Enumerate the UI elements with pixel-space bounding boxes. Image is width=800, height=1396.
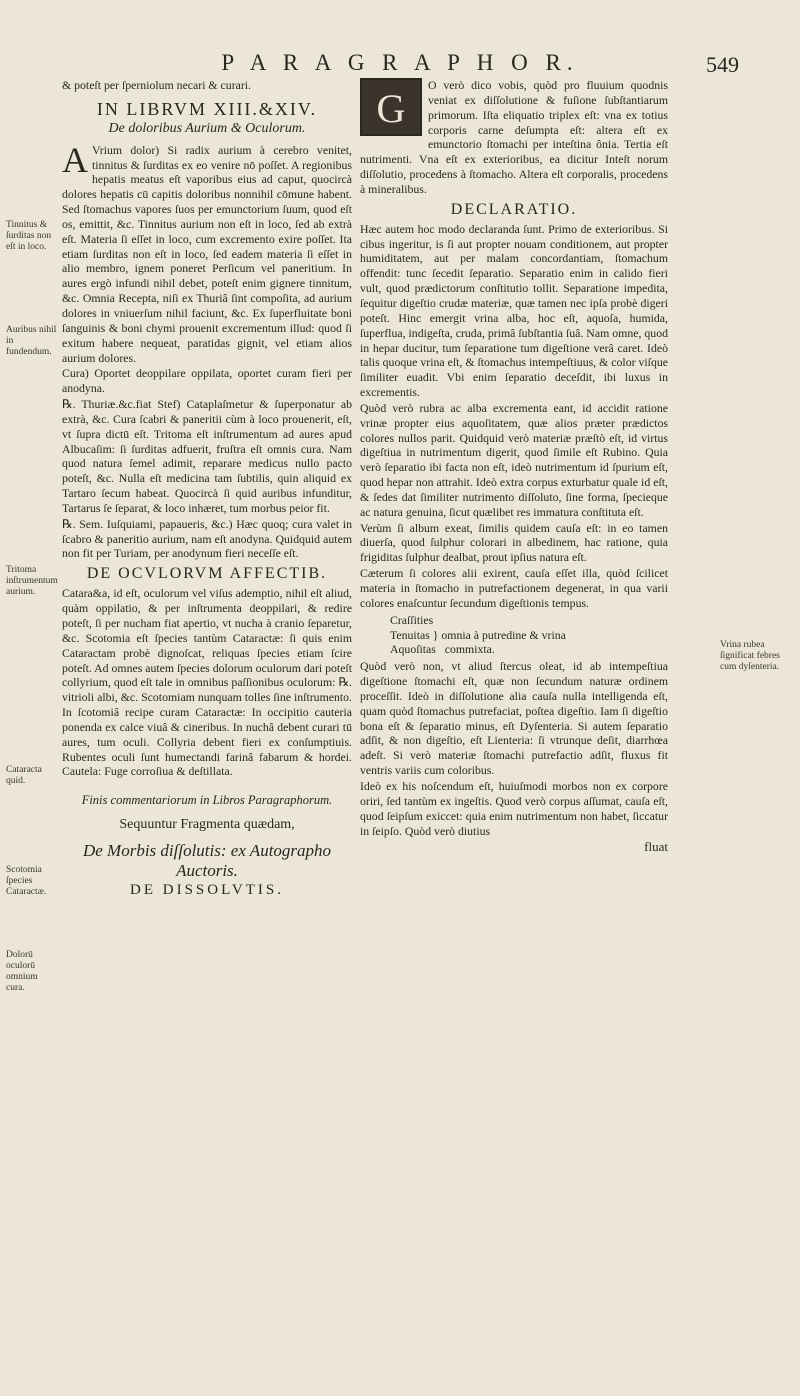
section-heading-oculorum: DE OCVLORVM AFFECTIB. bbox=[86, 565, 328, 583]
paragraph-thuriae: ℞. Thuriæ.&c.fiat Stef) Cataplaſmetur & ſuperponatur ab extrà, &c. Cura ſcabri & paneritii cùm à loco prouenerit, eſt, vt ſupra dictū eſt. Tritoma eſt inſtrumentum ad aures apud Albucaſim: ſi ſurditas adfuerit, fruſtra eſt omnis cura. Nam quod natura ſemel adimit, reparare medicus nullo pacto poteſt, &c. Nulla eſt medicina tam ſubtilis, quin aliquid ex Tartaro ſecum habeat. Quocircà ſi quid auribus infunditur, Tartarus ſe ſeparat, & loco inhæret, tum morbus peior fit. bbox=[62, 397, 352, 515]
margin-note-cataracta: Cataracta quid. bbox=[6, 765, 42, 786]
paragraph-album: Verùm ſi album exeat, ſimilis quidem cauſa eſt: in eo tamen diuerſa, quod ſulphur colorari in albedinem, hac ratione, quia frigiditas ſulphur dealbat, prout ipſius natura eſt. bbox=[360, 520, 668, 565]
paragraph-cura: Cura) Oportet deoppilare oppilata, oportet curam fieri per anodyna. bbox=[62, 366, 352, 396]
book-subheading: De doloribus Aurium & Oculorum. bbox=[108, 120, 306, 136]
book-heading: IN LIBRVM XIII.&XIV. bbox=[96, 98, 318, 119]
sequuntur-line: Sequuntur Fragmenta quædam, bbox=[119, 817, 295, 833]
running-title: P A R A G R A P H O R. bbox=[221, 50, 579, 75]
paragraph-rubra: Quòd verò rubra ac alba excrementa eant, id accidit ratione vrinæ propter eius aquoſitatem, quæ alios præter prædictos colores nullos parit. Quidquid verò materiæ præſtò eſt, id virtus digeſtiua in nutrimentum digerit, quod ſimile eſt Rubino. Quia verò ſeparatio ibi facta non eſt, ideò nutrimentum id ſpurium eſt, quod hepar non attrahit. Ideò extra corpus exturbatur quale id eſt, & ſedes dat ſimiliter nutrimento diſſoluto, ſine forma, ſpecieque ac natura genuina, ſicut quælibet res immatura conſtituta eſt. bbox=[360, 400, 668, 519]
paragraph-iusquiami: ℞. Sem. Iuſquiami, papaueris, &c.) Hæc quoq; cura valet in ſcabro & paneritio aurium, nam eſt anodyna. Quidquid autem non fit per Turiam, per anodynum fieri neceſſe eſt. bbox=[62, 516, 352, 561]
declaratio-heading: DECLARATIO. bbox=[450, 200, 578, 218]
paragraph-dissolutio bbox=[360, 78, 668, 197]
opening-line: & poteſt per ſperniolum necari & curari. bbox=[62, 78, 252, 92]
qualities-list bbox=[390, 613, 668, 658]
paragraph-colores: Cæterum ſi colores alii exirent, cauſa eſſet illa, quòd ſcilicet materia in ſtomacho in putrefactionem degenerat, in qua varii colores enaſcuntur ſecundum digeſtionis tempus. bbox=[360, 566, 668, 610]
paragraph-morbos: Ideò ex his noſcendum eſt, huiuſmodi morbos non ex corpore oriri, ſed tantùm ex ingeſtis. Quod verò corpus aſſumat, cauſa eſt, quod ſeipſum exiccet: quia enim nutrimentum non habet, ſiccatur in ſeipſo. Quòd verò diutius bbox=[360, 778, 668, 838]
ornamental-initial: G bbox=[360, 78, 422, 136]
margin-note-scotomia: Scotomia ſpecies Cataractæ. bbox=[6, 865, 47, 897]
paragraph-aurium bbox=[62, 139, 352, 366]
list-item: Tenuitas } omnia à putredine & vrina bbox=[390, 627, 566, 642]
left-column bbox=[62, 78, 352, 900]
paragraph-declaratio: Hæc autem hoc modo declaranda ſunt. Primo de exterioribus. Si cibus ingeritur, is ſi aut propter nouam conditionem, aut propter humiditatem, aut per malam concordantiam, ſtomachum offendit: tunc ſecedit ſeparatio. Separatio enim in calido fieri vult, quod prædictorum conſtitutio tollit. Separatione impedita, ſequitur digeſtio crudæ materiæ, quæ tamen nec ipſa probè digeri poteſt. Hinc emergit vrina alba, hoc eſt, aquoſa, humida, ſuperflua, indigeſta, cruda, primâ ſubſtantia ſuâ. Nam omne, quod in hepar ducitur, tum ſeparatione tum digeſtione verâ caret. Ideò talis quoque vrina eſt, & ſtomachus intempeſtiuus, & color viſque ſimiliter euadit. Vbi enim ſeparatio deceſdit, ibi luxus in excrementis. bbox=[360, 221, 668, 400]
paragraph-dissolutio-text: O verò dico vobis, quòd pro fluuium quodnis veniat ex diſſolutione & fuſione ſubſtantiarum primorum. Iſta eliquatio triplex eſt: vna ex totius corporis carne deſumpta eſt: altera eſt ex emunctorio ſtomachi per inteſtina ônia. Tertia eſt nutrimenti. Vna eſt ex exterioribus, ea dicitur Inteſt norum diſſolutio, procedens à ſtomacho. Altera eſt corporalis, procedens à mineralibus. bbox=[360, 78, 668, 196]
margin-note-tritoma: Tritoma inſtrumentum aurium. bbox=[6, 565, 58, 597]
list-item: Aquoſitas commixta. bbox=[390, 642, 495, 657]
margin-note-tinnitus: Tinnitus & ſurditas non eſt in loco. bbox=[6, 220, 52, 252]
list-item: Craſſities bbox=[390, 612, 434, 627]
paragraph-cataracta: Catara&a, id eſt, oculorum vel viſus ademptio, nihil eſt aliud, quàm oppilatio, & per inſtrumenta deoppilari, & redire poteſt, ſi per nucham fiat apertio, vt nucha à cranio ſeparetur, &c. Scotomia eſt ſpecies tantùm Cataractæ: ſi quis enim Cataractam probè dignoſcat, reliquas ſpecies etiam ſcire poteſt. Ad omnes autem ſpecies dolorum oculorum dari poteſt collyrium, quod eſt tale in omnibus paſſionibus oculorum: ℞. vitrioli albi, &c. Scotomiam nunquam tolles ſine inſtrumento. In ſcotomiâ recipe curam Cataractæ: In occipitio cauteria ponenda ex calce viuâ & cineribus. In nuchâ debent curari tū aures, tum oculi. Collyria debent fieri ex conſumptiuis. Rubentes oculi ſunt humectandi farinâ fabarum & hordei. Cautela: Fuge corroſiua & deſtillata. bbox=[62, 586, 352, 779]
fragment-heading: DE DISSOLVTIS. bbox=[130, 881, 284, 898]
paragraph-aurium-text: Vrium dolor) Si radix aurium à cerebro venitet, tinnitus & ſurditas ex eo venire nō poſſet. A regionibus hepatis meatus eſt vaporibus eius ad caput, quocircà dolores hepatis cū capitis doloribus nonnihil cōmune habent. Sed ſtomachus vapores ſuos per emunctorium ſuum, quod eſt os, emittit, &c. Tinnitus aurium non eſt in loco, ſed ab extrà eſt. Materia ſi eſſet in loco, cum excremento exire poſſet. Ita etiam ſurditas non eſt in loco, ſed eadem materia ſi eſſet in alio membro, ignem poneret Perſicum vel paneritium. In aures ergò infundi nihil debet, poteſt enim gignere tinnitum, &c. Omnia Recepta, niſi ex Thuriâ ſint compoſita, ad aurium dolores in vniuerſum nihil faciunt, &c. Ex ſuperfluitate boni ſanguinis & boni chymi prouenit excrementum illud: quod ſi exitum habere nequeat, paratidas gignit, vel etiam alios aurium dolores. bbox=[62, 142, 352, 365]
fragment-title: De Morbis diſſolutis: ex Autographo Auctoris. bbox=[82, 840, 332, 880]
finis-line: Finis commentariorum in Libros Paragraphorum. bbox=[81, 793, 333, 808]
page-number: 549 bbox=[706, 52, 739, 77]
catchword: fluat bbox=[644, 839, 668, 855]
margin-note-auribus: Auribus nihil in fundendum. bbox=[6, 325, 57, 357]
paragraph-stercus: Quòd verò non, vt aliud ſtercus oleat, id ab intempeſtiua digeſtione ſtomachi eſt, quæ non ſecundum naturæ ordinem proceſſit. Ideò in diſſolutione alia cauſa nulla intelligenda eſt, quam quòd ſtomachus putrefaciat, poſtea digeſtio. Iam ſi digeſtio bona eſt & ſeparatio minus, eſt Dyſenteria. Si autem ſeparatio adſit, & non digeſtio, eſt Lienteria: ſi vtrunque deſit, diarrhœa adeſt. Si verò materiæ ſtomachi putrefactio adſit, fluxus fit ventris variis cum coloribus. bbox=[360, 659, 668, 778]
margin-note-dolorum: Dolorū oculorū omnium cura. bbox=[6, 950, 38, 993]
right-column bbox=[360, 78, 668, 855]
margin-note-vrina: Vrina rubea ſignificat febres cum dyſenteria. bbox=[720, 640, 780, 672]
drop-cap: A bbox=[62, 139, 88, 180]
